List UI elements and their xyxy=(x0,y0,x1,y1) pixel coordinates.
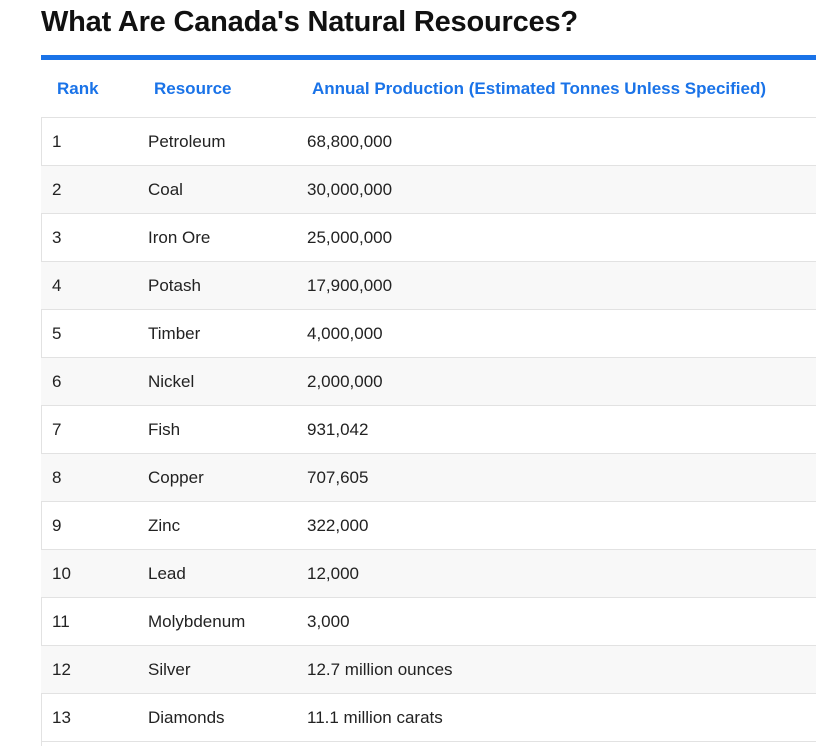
cell-rank: 11 xyxy=(41,598,148,646)
table-row xyxy=(41,454,816,502)
cell-resource: Timber xyxy=(148,310,307,358)
cell-production: 3,000 xyxy=(307,598,816,646)
cell-resource: Nickel xyxy=(148,358,307,406)
cell-resource: Petroleum xyxy=(148,118,307,166)
table-row xyxy=(41,502,816,550)
cell-production: 931,042 xyxy=(307,406,816,454)
cell-rank: 12 xyxy=(41,646,148,694)
table-row xyxy=(41,550,816,598)
resources-table xyxy=(41,55,816,742)
cell-resource: Zinc xyxy=(148,502,307,550)
cell-production: 68,800,000 xyxy=(307,118,816,166)
cell-rank: 8 xyxy=(41,454,148,502)
cell-production: 30,000,000 xyxy=(307,166,816,214)
cell-production: 4,000,000 xyxy=(307,310,816,358)
cell-rank: 2 xyxy=(41,166,148,214)
cell-production: 17,900,000 xyxy=(307,262,816,310)
table-header-row xyxy=(41,58,816,118)
cell-production: 11.1 million carats xyxy=(307,694,816,742)
cell-production: 12.7 million ounces xyxy=(307,646,816,694)
table-row xyxy=(41,694,816,742)
table-row xyxy=(41,262,816,310)
resources-table-container xyxy=(41,55,816,742)
cell-resource: Fish xyxy=(148,406,307,454)
cell-resource: Copper xyxy=(148,454,307,502)
table-row xyxy=(41,310,816,358)
cell-rank: 9 xyxy=(41,502,148,550)
cell-rank: 3 xyxy=(41,214,148,262)
cell-resource: Silver xyxy=(148,646,307,694)
table-row xyxy=(41,598,816,646)
table-row xyxy=(41,406,816,454)
cell-resource: Iron Ore xyxy=(148,214,307,262)
cell-resource: Coal xyxy=(148,166,307,214)
table-row xyxy=(41,646,816,694)
cell-production: 25,000,000 xyxy=(307,214,816,262)
cell-production: 707,605 xyxy=(307,454,816,502)
cell-rank: 7 xyxy=(41,406,148,454)
header-rank: Rank xyxy=(41,58,148,118)
cell-rank: 6 xyxy=(41,358,148,406)
cell-resource: Lead xyxy=(148,550,307,598)
cell-production: 2,000,000 xyxy=(307,358,816,406)
cell-rank: 1 xyxy=(41,118,148,166)
cell-rank: 10 xyxy=(41,550,148,598)
page-title: What Are Canada's Natural Resources? xyxy=(41,6,578,38)
cell-rank: 5 xyxy=(41,310,148,358)
table-row xyxy=(41,214,816,262)
table-row xyxy=(41,166,816,214)
header-annual-production: Annual Production (Estimated Tonnes Unless Specified) xyxy=(307,58,816,118)
table-row xyxy=(41,118,816,166)
cell-production: 12,000 xyxy=(307,550,816,598)
cell-resource: Molybdenum xyxy=(148,598,307,646)
cell-rank: 4 xyxy=(41,262,148,310)
cell-production: 322,000 xyxy=(307,502,816,550)
cell-rank: 13 xyxy=(41,694,148,742)
cell-resource: Potash xyxy=(148,262,307,310)
table-row xyxy=(41,358,816,406)
header-resource: Resource xyxy=(148,58,307,118)
table-body xyxy=(41,118,816,742)
cell-resource: Diamonds xyxy=(148,694,307,742)
